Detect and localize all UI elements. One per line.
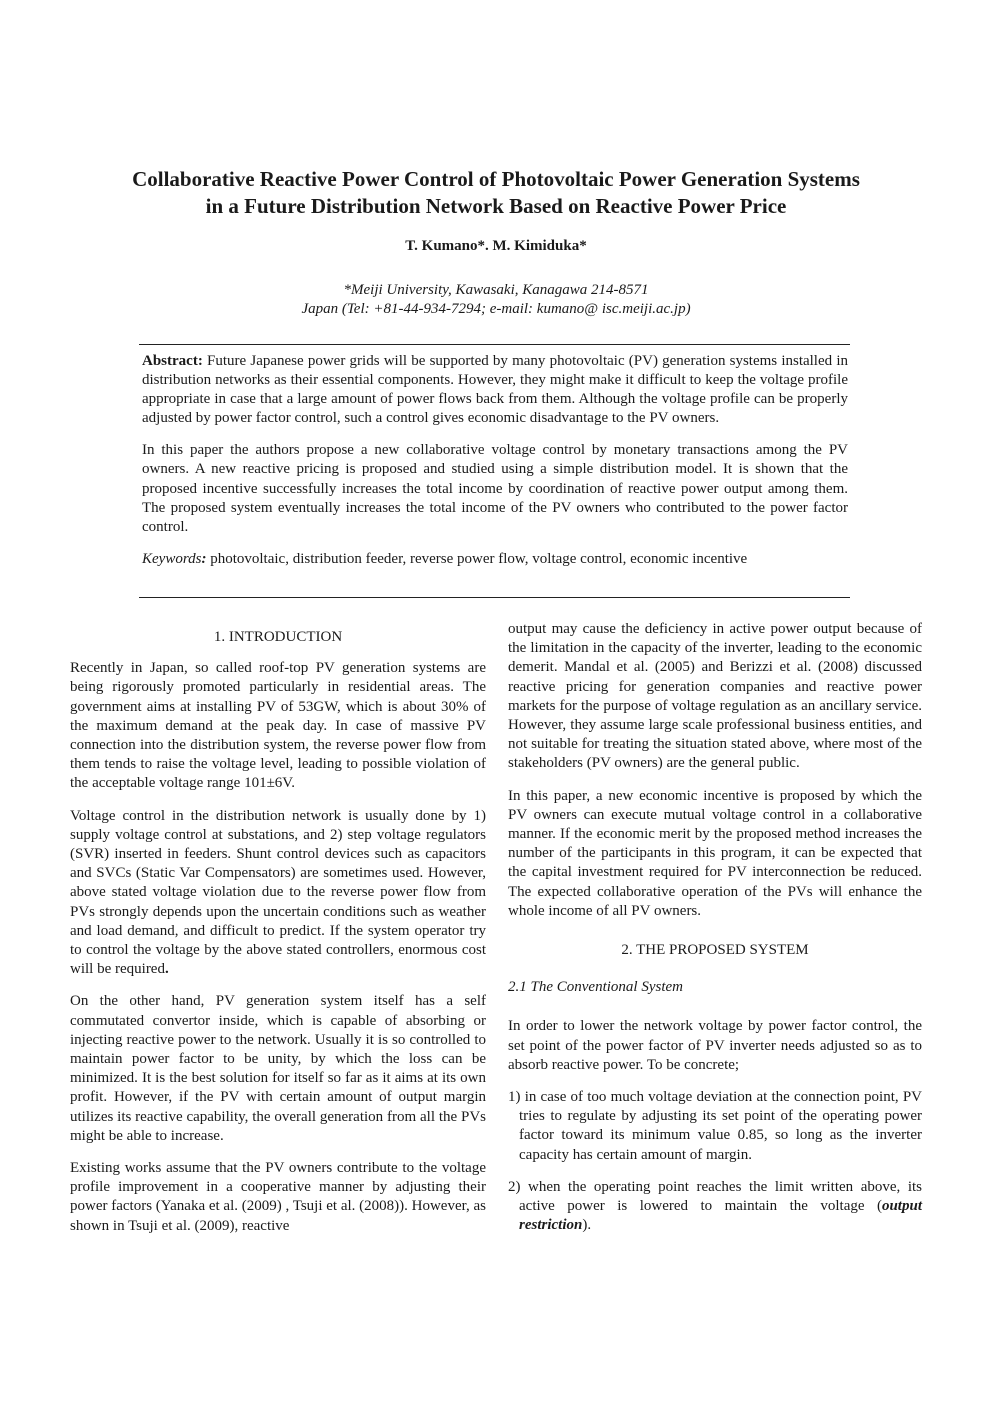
- intro-paragraph-2-period: .: [164, 961, 169, 978]
- intro-paragraph-3: On the other hand, PV generation system itself has a self commutated convertor inside, which is capable of absorbing or injecting reactive power to the network. Usually it is so controlled to maintain power factor to be unity, by which the loss can be minimized. It is the best solution for itself so far as it aims at its own profit. However, if the PV with certain amount of output margin utilizes its reactive capability, the overall generation from all the PVs might be able to increase.: [70, 993, 486, 1144]
- intro-paragraph-5: output may cause the deficiency in active power output because of the limitation in the capacity of the inverter, leading to the economic demerit. Mandal et al. (2005) and Berizzi et al. (2008) discussed reactive pricing for generation companies and reactive power markets for the purpose of voltage regulation as an ancillary service. However, they assume large scale professional business entities, and not suitable for treating the situation stated above, where most of the stakeholders (PV owners) are the general public.: [508, 621, 922, 772]
- keywords-text: photovoltaic, distribution feeder, reverse power flow, voltage control, economic incentive: [210, 550, 748, 567]
- list-item-2: [508, 1178, 922, 1236]
- list-item-2-text: 2) when the operating point reaches the limit written above, its active power is lowered to maintain the voltage (: [508, 1178, 922, 1215]
- abstract-paragraph-1: [142, 352, 848, 428]
- abstract-top-rule: [139, 344, 850, 345]
- title-line-1: Collaborative Reactive Power Control of Photovoltaic Power Generation Systems: [132, 167, 860, 191]
- section-heading-introduction: 1. INTRODUCTION: [213, 629, 343, 645]
- abstract: [142, 352, 848, 582]
- abstract-bottom-rule: [139, 597, 850, 598]
- list-item-1: 1) in case of too much voltage deviation at the connection point, PV tries to regulate by adjusting its set point of the operating power factor toward its minimum value 0.85, so long as the inverter capacity has certain amount of margin.: [508, 1089, 922, 1163]
- title-line-2: in a Future Distribution Network Based on Reactive Power Price: [205, 194, 787, 218]
- left-column: [70, 628, 486, 1249]
- intro-paragraph-2-text: Voltage control in the distribution network is usually done by 1) supply voltage control at substations, and 2) step voltage regulators (SVR) inserted in feeders. Shunt control devices such as capacitors and SVCs (Static Var Compensators) are sometimes used. However, above stated voltage violation due to the reverse power flow from PVs strongly depends upon the uncertain conditions such as weather and load demand, and difficult to predict. If the system operator try to control the voltage by the above stated controllers, enormous cost will be required: [70, 807, 486, 978]
- intro-paragraph-1: Recently in Japan, so called roof-top PV generation systems are being rigorously promoted particularly in residential areas. The government aims at installing PV of 53GW, which is about 30% of the maximum demand at the peak day. In case of massive PV connection into the distribution system, the reverse power flow from them tends to raise the voltage level, leading to possible violation of the acceptable voltage range 101±6V.: [70, 660, 486, 792]
- subsection-heading-conventional: 2.1 The Conventional System: [508, 979, 683, 996]
- abstract-label: Abstract:: [142, 353, 203, 369]
- abstract-text-1: Future Japanese power grids will be supported by many photovoltaic (PV) generation systems installed in distribution networks as their essential components. However, they might make it difficult to keep the voltage profile appropriate in case that a large amount of power flows back from them. Although the voltage profile can be properly adjusted by power factor control, such a control gives economic disadvantage to the PV owners.: [142, 353, 848, 427]
- proposed-paragraph-1: In order to lower the network voltage by power factor control, the set point of the power factor of PV inverter needs adjusted so as to absorb reactive power. To be concrete;: [508, 1018, 922, 1073]
- affiliation: [0, 281, 992, 319]
- affiliation-line-1: *Meiji University, Kawasaki, Kanagawa 214-8571: [343, 282, 649, 298]
- keywords-colon: :: [201, 550, 207, 567]
- abstract-paragraph-2: In this paper the authors propose a new collaborative voltage control by monetary transactions among the PV owners. A new reactive pricing is proposed and studied using a simple distribution model. It is shown that the proposed incentive successfully increases the total income by coordination of reactive power output among them. The proposed system eventually increases the total income of the PV owners who contributed to the power factor control.: [142, 442, 848, 535]
- keywords-label: Keywords: [142, 550, 202, 567]
- right-column: [508, 620, 922, 1248]
- keywords: [142, 550, 848, 569]
- affiliation-line-2: Japan (Tel: +81-44-934-7294; e-mail: kumano@ isc.meiji.ac.jp): [301, 301, 691, 317]
- intro-paragraph-2: [70, 807, 486, 980]
- intro-paragraph-4: Existing works assume that the PV owners contribute to the voltage profile improvement in a cooperative manner by adjusting their power factors (Yanaka et al. (2009) , Tsuji et al. (2008)). However, as shown in Tsuji et al. (2009), reactive: [70, 1160, 487, 1234]
- section-heading-proposed-system: 2. THE PROPOSED SYSTEM: [621, 942, 809, 959]
- paper-title: [40, 166, 952, 220]
- list-item-2-end: ).: [582, 1217, 592, 1234]
- authors: T. Kumano*. M. Kimiduka*: [405, 238, 587, 254]
- intro-paragraph-6: In this paper, a new economic incentive is proposed by which the PV owners can execute mutual voltage control in a collaborative manner. If the economic merit by the proposed method increases the number of the participants in this program, it can be expected that the capital investment required for PV interconnection be reduced. The expected collaborative operation of the PVs will enhance the whole income of all PV owners.: [508, 787, 922, 919]
- output-restriction-term: output restriction: [519, 1198, 922, 1234]
